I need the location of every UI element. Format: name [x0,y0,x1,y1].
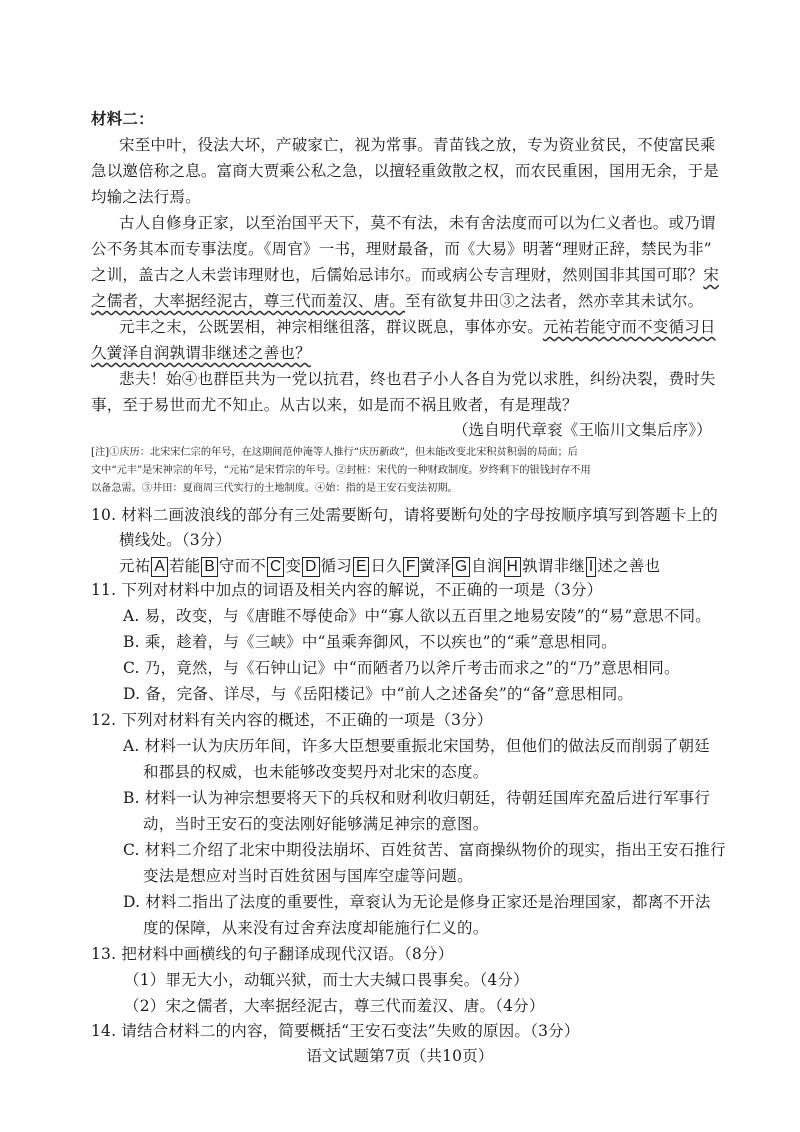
breakpoint-letter-box: E [353,557,370,577]
sequence-text: 变 [285,557,302,575]
question-12-option-a-cont: 和郡县的权威，也未能够改变契丹对北宋的态度。 [143,763,489,781]
sequence-text: 若能 [168,557,201,575]
breakpoint-letter-box: A [151,557,168,577]
passage-line: 急以邀倍称之息。富商大贾乘公私之急，以擅轻重敛散之权，而农民重困，国用无余，于是 [91,162,720,180]
wavy-underlined-passage: 元祐若能守而不变循习日 [542,318,716,336]
sequence-text: 述之善也 [597,557,661,575]
footnote-line: 以备急需。③井田：夏商周三代实行的土地制度。④始：指的是王安石变法初期。 [91,483,458,494]
question-13-sentence-1: （1）罪无大小，动辄兴狱，而士大夫缄口畏事矣。（4分） [124,971,529,989]
passage-line: 古人自修身正家，以至治国平天下，莫不有法，未有舍法度而可以为仁义者也。或乃谓 [119,214,716,232]
question-12-option-d: D. 材料二指出了法度的重要性，章衮认为无论是修身正家还是治理国家，都离不开法 [123,893,711,911]
passage-line: 悲夫！始④也群臣共为一党以抗君，终也君子小人各自为党以求胜，纠纷决裂，费时失 [119,370,716,388]
passage-text: 至有欲复井田③之法者，然亦幸其未试尔。 [405,292,704,310]
question-10-stem-cont: 横线处。（3分） [119,531,232,549]
underlined-sentence: 宋 [703,266,720,284]
breakpoint-letter-box: D [302,557,319,577]
question-12-option-a: A. 材料一认为庆历年间，许多大臣想要重振北宋国势，但他们的做法反而削弱了朝廷 [123,737,710,755]
passage-line [91,290,703,312]
breakpoint-letter-box: C [267,557,284,577]
sequence-text: 黉泽 [419,557,451,575]
breakpoint-letter-box: B [201,557,218,577]
passage-line: 宋至中叶，役法大坏，产破家亡，视为常事。青苗钱之放，专为资业贫民，不使富民乘 [119,136,716,154]
question-11-option-b: B. 乘，趁着，与《三峡》中“虽乘奔御风，不以疾也”的“乘”意思相同。 [123,633,617,651]
passage-text: 元丰之末，公既罢相，神宗相继徂落，群议既息，事体亦安。 [119,318,543,336]
question-12-stem: 12. 下列对材料有关内容的概述，不正确的一项是（3分） [91,711,493,729]
passage-line [91,342,311,364]
question-12-option-c-cont: 变法是想应对当时百姓贫困与国库空虚等问题。 [143,867,473,885]
footnote-line: 文中“元丰”是宋神宗的年号，“元祐”是宋哲宗的年号。②封桩：宋代的一种财政制度。岁终剩下的银钱封存不用 [91,465,591,476]
passage-line [119,316,716,338]
question-12-option-d-cont: 度的保障，从来没有过舍弃法度却能施行仁义的。 [143,919,489,937]
question-11-option-d: D. 备，完备、详尽，与《岳阳楼记》中“前人之述备矣”的“备”意思相同。 [123,685,634,703]
question-13-stem: 13. 把材料中画横线的句子翻译成现代汉语。（8分） [91,945,454,963]
passage-line: 公不务其本而专事法度。《周官》一书，理财最备，而《大易》明著“理财正辞，禁民为非” [91,240,712,258]
sequence-text: 守而不 [218,557,267,575]
question-11-option-a: A. 易，改变，与《唐睢不辱使命》中“寡人欲以五百里之地易安陵”的“易”意思不同。 [123,607,711,625]
underlined-sentence: 之儒者，大率据经泥古，尊三代而羞汉、唐。 [91,292,406,310]
passage-line: 均输之法行焉。 [91,188,201,206]
question-14-stem: 14. 请结合材料二的内容，简要概括“王安石变法”失败的原因。（3分） [91,1022,580,1040]
question-11-stem: 11. 下列对材料中加点的词语及相关内容的解说，不正确的一项是（3分） [91,581,603,599]
question-10-stem: 10. 材料二画波浪线的部分有三处需要断句，请将要断句处的字母按顺序填写到答题卡上的 [91,506,718,524]
question-12-option-c: C. 材料二介绍了北宋中期役法崩坏、百姓贫苦、富商操纵物价的现实，指出王安石推行 [123,841,726,859]
passage-line: 事，至于易世而尤不知止。从古以来，如是而不祸且败者，有是理哉？ [91,396,578,414]
question-11-option-c: C. 乃，竟然，与《石钟山记》中“而陋者乃以斧斤考击而求之”的“乃”意思相同。 [123,659,680,677]
sequence-text: 日久 [370,557,402,575]
sequence-text: 孰谓非继 [522,557,585,575]
wavy-underlined-passage: 久黉泽自润孰谓非继述之善也？ [91,344,311,362]
footnote-line: [注]①庆历：北宋宋仁宗的年号，在这期间范仲淹等人推行“庆历新政”，但未能改变北宋积贫积弱的局面；后 [91,447,578,458]
breakpoint-letter-box: G [452,557,470,577]
question-13-sentence-2: （2）宋之儒者，大率据经泥古，尊三代而羞汉、唐。（4分） [124,997,545,1015]
breakpoint-letter-box: F [403,557,419,577]
question-12-option-b: B. 材料一认为神宗想要将天下的兵权和财利收归朝廷，待朝廷国库充盈后进行军事行 [123,789,711,807]
passage-text: 之训，盖古之人未尝讳理财也，后儒始忌讳尔。而或病公专言理财，然则国非其国可耶？ [91,266,704,284]
material-2-title: 材料二： [91,109,154,128]
breakpoint-letter-box: I [586,557,597,577]
question-10-letter-sequence [119,555,660,577]
sequence-text: 自润 [471,557,503,575]
passage-source: （选自明代章衮《王临川文集后序》） [452,421,712,439]
sequence-text: 元祐 [119,557,151,575]
question-12-option-b-cont: 动，当时王安石的变法刚好能够满足神宗的意图。 [143,815,489,833]
breakpoint-letter-box: H [504,557,521,577]
sequence-text: 循习 [320,557,352,575]
passage-line [91,264,719,286]
page-footer: 语文试题第7页（共10页） [306,1047,494,1065]
